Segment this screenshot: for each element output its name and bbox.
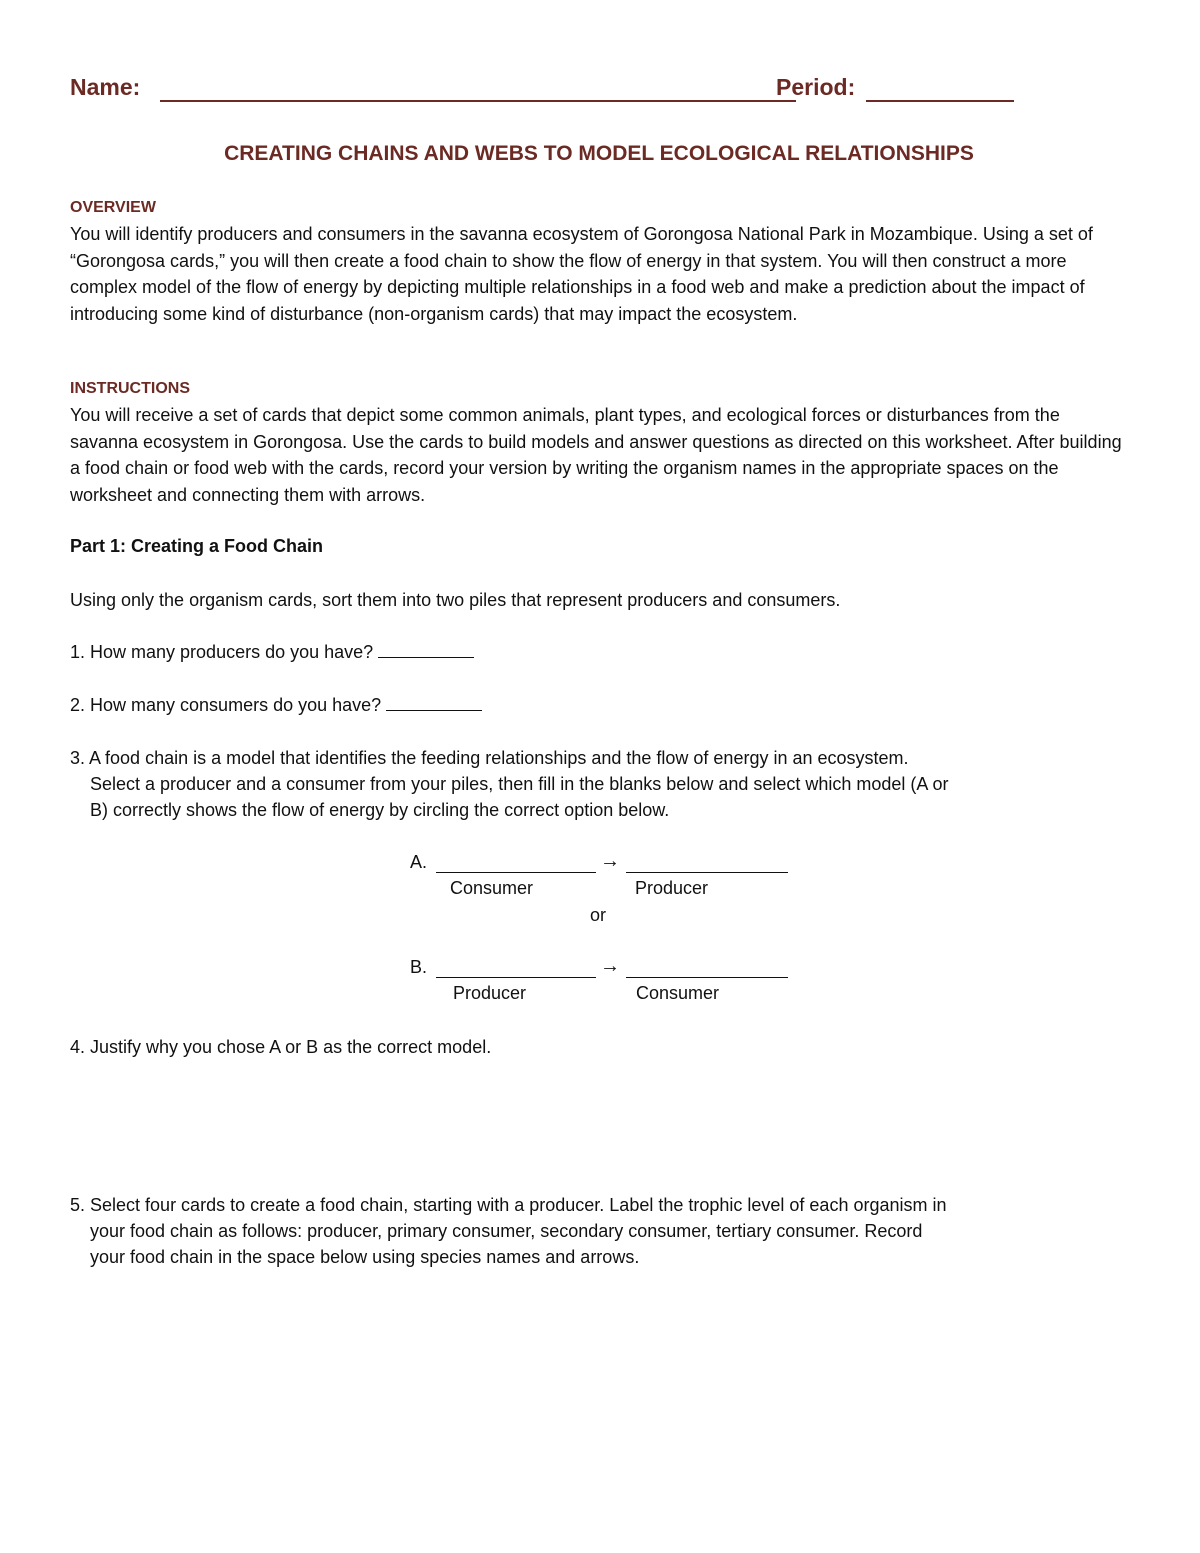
question-3-line-1: 3. A food chain is a model that identifies the feeding relationships and the flow of energy in an ecosystem. bbox=[70, 748, 909, 768]
option-a-right-blank[interactable] bbox=[626, 872, 788, 873]
question-4: 4. Justify why you chose A or B as the correct model. bbox=[70, 1037, 492, 1057]
question-3 bbox=[70, 745, 948, 823]
name-label: Name: bbox=[70, 74, 141, 100]
question-5-line-3: your food chain in the space below using species names and arrows. bbox=[90, 1247, 640, 1267]
option-b-letter: B. bbox=[410, 957, 428, 977]
option-b-right-label: Consumer bbox=[636, 983, 720, 1003]
option-a-left-blank[interactable] bbox=[436, 872, 596, 873]
question-2 bbox=[70, 692, 482, 718]
question-1-blank[interactable] bbox=[378, 639, 474, 658]
question-3-line-2: Select a producer and a consumer from your piles, then fill in the blanks below and select which model (A or bbox=[90, 774, 949, 794]
period-label: Period: bbox=[776, 74, 856, 100]
period-blank[interactable] bbox=[866, 100, 1014, 102]
instructions-text: You will receive a set of cards that depict some common animals, plant types, and ecological forces or disturbances from the savanna ecosystem in Gorongosa. Use the cards to build models and answer questions as directed on this worksheet. After building a food chain or food web with the cards, record your version by writing the organism names in the appropriate spaces on the worksheet and connecting them with arrows. bbox=[70, 405, 1122, 505]
option-b-arrow-icon: → bbox=[600, 955, 620, 977]
question-5 bbox=[70, 1192, 947, 1270]
overview-text: You will identify producers and consumers in the savanna ecosystem of Gorongosa National Park in Mozambique. Using a set of “Gorongosa cards,” you will then create a food chain to show the flow of energy in that system. You will then construct a more complex model of the flow of energy by depicting multiple relationships in a food web and make a prediction about the impact of introducing some kind of disturbance (non-organism cards) that may impact the ecosystem. bbox=[70, 224, 1093, 324]
question-5-line-1: 5. Select four cards to create a food chain, starting with a producer. Label the trophic level of each organism in bbox=[70, 1195, 947, 1215]
question-1-text: 1. How many producers do you have? bbox=[70, 642, 374, 662]
option-a-left-label: Consumer bbox=[450, 878, 534, 898]
part1-heading: Part 1: Creating a Food Chain bbox=[70, 536, 324, 556]
or-label: or bbox=[590, 905, 607, 925]
question-3-line-3: B) correctly shows the flow of energy by circling the correct option below. bbox=[90, 800, 670, 820]
header-row bbox=[70, 74, 1140, 108]
option-a-right-label: Producer bbox=[635, 878, 709, 898]
question-2-text: 2. How many consumers do you have? bbox=[70, 695, 382, 715]
question-5-line-2: your food chain as follows: producer, primary consumer, secondary consumer, tertiary consumer. Record bbox=[90, 1221, 923, 1241]
part1-intro: Using only the organism cards, sort them into two piles that represent producers and consumers. bbox=[70, 590, 841, 610]
option-a-arrow-icon: → bbox=[600, 850, 620, 872]
option-b-left-label: Producer bbox=[453, 983, 527, 1003]
overview-heading: OVERVIEW bbox=[70, 199, 156, 216]
name-blank[interactable] bbox=[160, 100, 796, 102]
question-1 bbox=[70, 639, 474, 665]
option-b-left-blank[interactable] bbox=[436, 977, 596, 978]
option-b-right-blank[interactable] bbox=[626, 977, 788, 978]
worksheet-title: CREATING CHAINS AND WEBS TO MODEL ECOLOGICAL RELATIONSHIPS bbox=[224, 142, 974, 165]
question-2-blank[interactable] bbox=[386, 692, 482, 711]
option-a-letter: A. bbox=[410, 852, 428, 872]
instructions-heading: INSTRUCTIONS bbox=[70, 380, 190, 397]
